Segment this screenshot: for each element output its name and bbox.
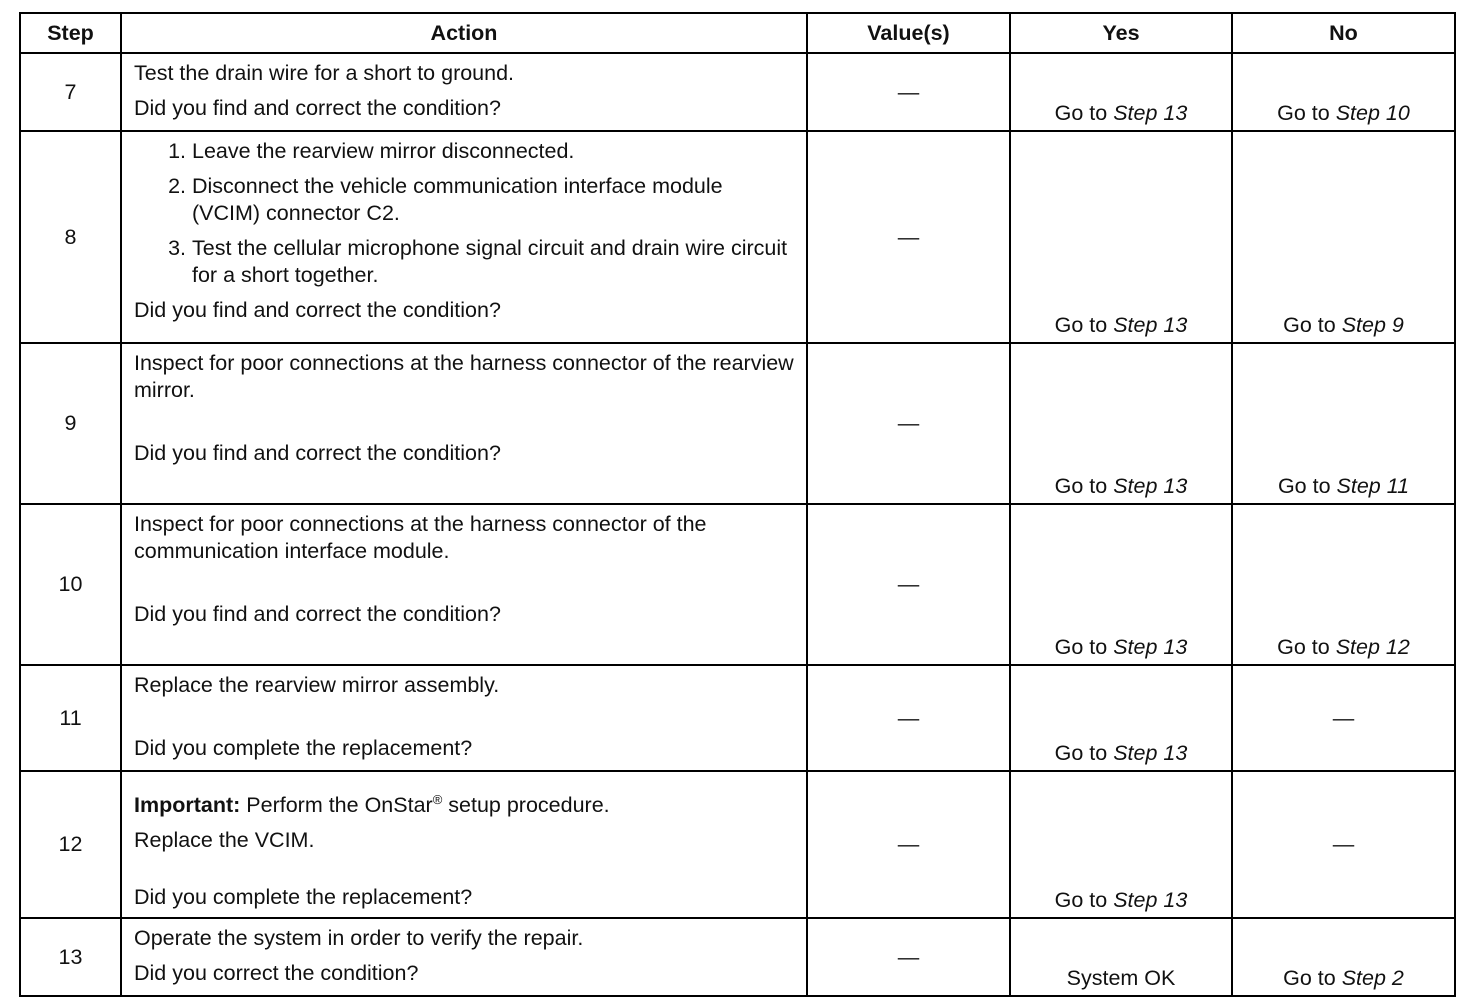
no-cell: —: [1232, 665, 1455, 771]
step-number: 12: [20, 771, 121, 918]
no-step: Step 9: [1341, 313, 1404, 337]
goto-prefix: Go to: [1277, 474, 1331, 498]
value-cell: —: [807, 53, 1010, 131]
action-question: Did you find and correct the condition?: [134, 602, 501, 626]
header-action: Action: [121, 13, 807, 53]
goto-prefix: Go to: [1283, 966, 1336, 991]
header-yes: Yes: [1010, 13, 1232, 53]
action-text: Test the drain wire for a short to ground.: [134, 61, 515, 85]
value-cell: —: [807, 771, 1010, 918]
value-cell: —: [807, 918, 1010, 996]
action-question: Did you find and correct the condition?: [134, 96, 501, 120]
action-question: Did you complete the replacement?: [134, 736, 473, 760]
diagnostic-table: [19, 12, 1456, 997]
action-text: Operate the system in order to verify the repair.: [134, 926, 584, 951]
yes-cell: [1010, 504, 1232, 665]
goto-prefix: Go to: [1277, 101, 1330, 125]
yes-step: Step 13: [1113, 474, 1188, 498]
no-step: Step 10: [1335, 101, 1410, 125]
table-row: [20, 665, 1455, 771]
action-list: [134, 138, 794, 289]
goto-prefix: Go to: [1054, 101, 1108, 125]
action-question: Did you correct the condition?: [134, 961, 419, 986]
no-cell: [1232, 131, 1455, 343]
goto-prefix: Go to: [1054, 635, 1108, 659]
list-item: 2. Disconnect the vehicle communication interface module (VCIM) connector C2.: [192, 173, 794, 227]
yes-step: Step 13: [1113, 101, 1188, 125]
action-cell: [121, 504, 807, 665]
table-row: [20, 343, 1455, 504]
goto-prefix: Go to: [1054, 474, 1108, 498]
action-text: Inspect for poor connections at the harness connector of the rearview mirror.: [134, 351, 794, 402]
value-cell: —: [807, 343, 1010, 504]
step-number: 9: [20, 343, 121, 504]
goto-prefix: Go to: [1283, 313, 1336, 337]
goto-prefix: Go to: [1054, 741, 1108, 765]
action-question: Did you complete the replacement?: [134, 885, 473, 910]
yes-cell: [1010, 665, 1232, 771]
header-no: No: [1232, 13, 1455, 53]
yes-step: Step 13: [1113, 888, 1188, 913]
yes-step: Step 13: [1113, 635, 1188, 659]
step-number: 7: [20, 53, 121, 131]
action-question: Did you find and correct the condition?: [134, 441, 501, 465]
yes-step: Step 13: [1113, 313, 1188, 337]
goto-prefix: Go to: [1054, 888, 1108, 913]
action-text: Replace the VCIM.: [134, 828, 315, 853]
no-cell: [1232, 53, 1455, 131]
yes-cell: [1010, 343, 1232, 504]
action-cell: [121, 131, 807, 343]
table-row: [20, 918, 1455, 996]
list-item: 1. Leave the rearview mirror disconnected.: [192, 138, 794, 165]
important-note: [134, 786, 794, 819]
no-cell: [1232, 343, 1455, 504]
action-text: Inspect for poor connections at the harness connector of the communication interface module.: [134, 512, 707, 563]
step-number: 10: [20, 504, 121, 665]
header-values: Value(s): [807, 13, 1010, 53]
step-number: 13: [20, 918, 121, 996]
action-cell: [121, 53, 807, 131]
table-row: [20, 771, 1455, 918]
yes-cell: System OK: [1010, 918, 1232, 996]
no-cell: [1232, 504, 1455, 665]
important-text: Perform the OnStar: [246, 793, 433, 818]
value-cell: —: [807, 504, 1010, 665]
action-cell: [121, 771, 807, 918]
goto-prefix: Go to: [1054, 313, 1108, 337]
action-cell: [121, 665, 807, 771]
header-row: [20, 13, 1455, 53]
diagnostic-table-wrapper: [19, 12, 1454, 996]
step-number: 8: [20, 131, 121, 343]
no-step: Step 11: [1336, 474, 1410, 498]
action-question: Did you find and correct the condition?: [134, 298, 501, 322]
table-row: [20, 53, 1455, 131]
action-text: Replace the rearview mirror assembly.: [134, 673, 500, 697]
no-cell: [1232, 918, 1455, 996]
yes-step: Step 13: [1113, 741, 1188, 765]
goto-prefix: Go to: [1277, 635, 1330, 659]
registered-mark: ®: [432, 792, 443, 807]
value-cell: —: [807, 131, 1010, 343]
action-cell: [121, 343, 807, 504]
table-row: [20, 131, 1455, 343]
table-row: [20, 504, 1455, 665]
no-step: Step 2: [1341, 966, 1404, 991]
header-step: Step: [20, 13, 121, 53]
action-cell: [121, 918, 807, 996]
yes-cell: [1010, 771, 1232, 918]
step-number: 11: [20, 665, 121, 771]
yes-cell: [1010, 131, 1232, 343]
important-label: Important:: [134, 793, 241, 818]
no-step: Step 12: [1335, 635, 1410, 659]
important-tail: setup procedure.: [448, 793, 610, 818]
list-item: 3. Test the cellular microphone signal circuit and drain wire circuit for a short together.: [192, 235, 794, 289]
value-cell: —: [807, 665, 1010, 771]
yes-cell: [1010, 53, 1232, 131]
no-cell: —: [1232, 771, 1455, 918]
